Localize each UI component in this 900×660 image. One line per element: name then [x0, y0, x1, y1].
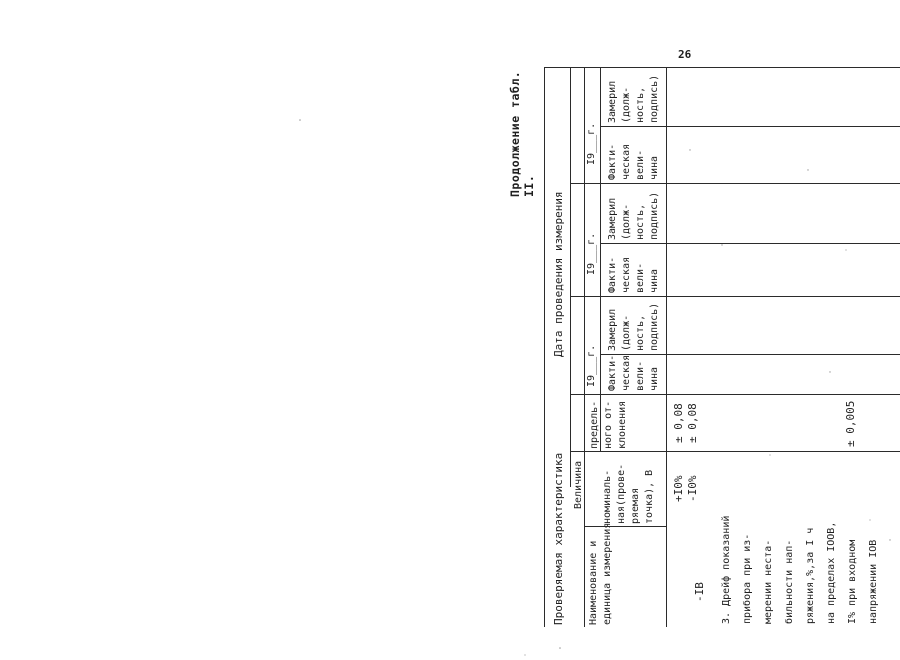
header-checked-characteristic: Проверяемая характеристика: [552, 452, 565, 625]
row2-drift-description: 3. Дрейф показаний прибора при из- мерении неста- бильности нап- ряжения,%,за I ч на пределах IOOВ, I% при входном напряжении IOВ: [721, 515, 879, 624]
header-name-and-unit: Наименование и единица измерения: [588, 522, 613, 625]
row1-limit-plus-minus-1: ± 0,08: [672, 403, 685, 443]
col-limit-border: [570, 394, 900, 395]
measured-by-header-1: Замерил (долж- ность, подпись): [607, 302, 660, 351]
col-date3-border: [544, 67, 900, 68]
actual-value-header-2: Факти- ческая вели- чина: [607, 256, 660, 293]
rotated-table-block: [508, 67, 900, 627]
col-date1-border: [570, 296, 900, 297]
header-limit-deviation: предель- ного от- клонения: [589, 400, 628, 449]
measured-by-header-3: Замерил (долж- ность, подпись): [607, 74, 660, 123]
table-header-bottom: [666, 67, 667, 627]
col-date2-border: [570, 183, 900, 184]
actual-value-header-3: Факти- ческая вели- чина: [607, 143, 660, 180]
date-label-3: I9___г.: [586, 122, 597, 165]
row1-nominal-plus: +I0%: [672, 475, 685, 502]
header-magnitude: Величина: [573, 460, 584, 509]
date-label-2: I9___г.: [586, 232, 597, 275]
col-date3-mid: [600, 126, 900, 127]
table-subheader-divider: [584, 67, 585, 627]
table-top-border: [544, 67, 545, 627]
header-measurement-date: Дата проведения измерения: [552, 191, 565, 357]
row1-name: -IВ: [693, 582, 706, 602]
date-label-1: I9___г.: [586, 344, 597, 387]
caption: Продолжение табл. II.: [508, 70, 536, 197]
actual-value-header-1: Факти- ческая вели- чина: [607, 354, 660, 391]
header-nominal: номиналь- ная(прове- ряемая точка), В: [602, 463, 655, 524]
measured-by-header-2: Замерил (долж- ность, подпись): [607, 191, 660, 240]
row2-limit-plus-minus: ± 0,005: [844, 400, 857, 447]
row1-limit-plus-minus-2: ± 0,08: [686, 403, 699, 443]
col-date2-mid: [600, 243, 900, 244]
table-header-divider: [570, 67, 571, 487]
page-number: 26: [678, 48, 692, 61]
col-nominal-border: [570, 451, 900, 452]
row1-nominal-minus: -I0%: [686, 475, 699, 502]
